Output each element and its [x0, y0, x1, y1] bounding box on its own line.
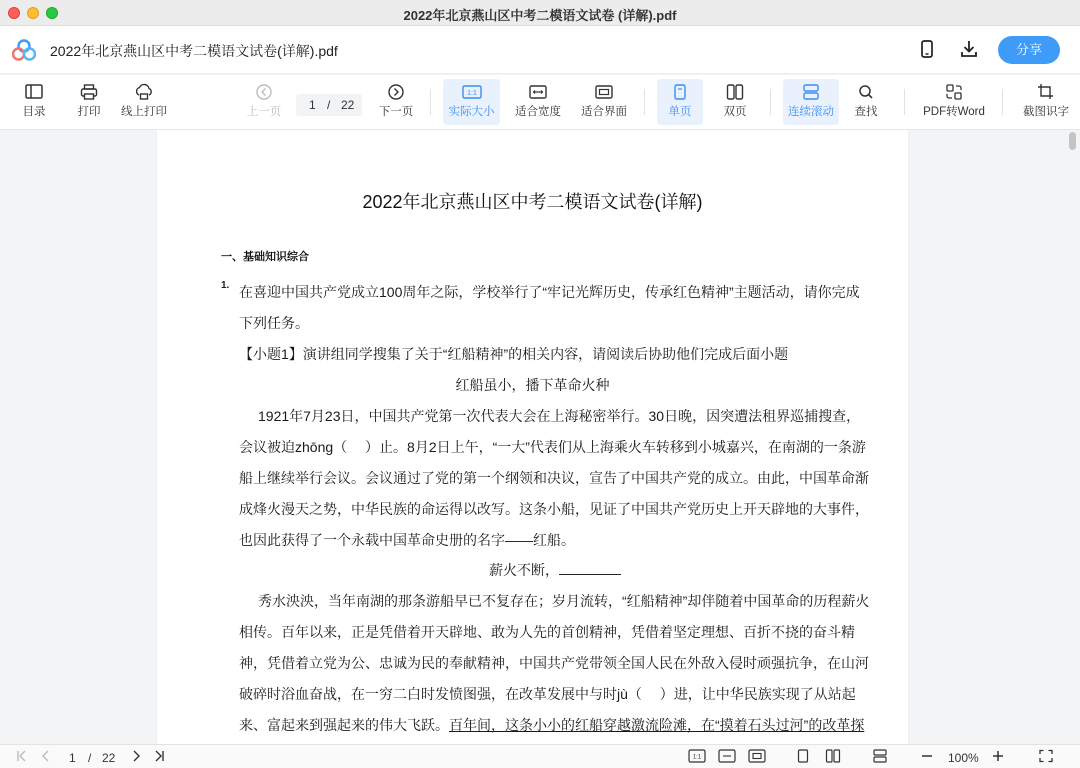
fit-page-button[interactable]	[578, 79, 630, 125]
total-pages-value: 22	[341, 98, 355, 112]
pdf-page	[157, 130, 908, 744]
paragraph-line: 会议被迫zhōng（ ）止。8月2日上午，“一大”代表们从上海乘火车转移到小城嘉兴，在南湖的一条游	[239, 439, 866, 455]
line-text: 来、富起来到强起来的伟大飞跃。	[239, 717, 449, 733]
first-page-icon[interactable]	[14, 749, 30, 763]
single-page-label: 单页	[668, 106, 692, 118]
toolbar-divider	[770, 89, 771, 115]
document-heading: 2022年北京燕山区中考二模语文试卷(详解)	[362, 192, 703, 212]
pdf-to-word-button[interactable]	[920, 79, 988, 125]
double-page-label: 双页	[723, 106, 747, 118]
subheading-text: 薪火不断，	[489, 562, 559, 578]
toc-label: 目录	[22, 106, 46, 118]
single-page-button[interactable]	[657, 79, 703, 125]
document-viewport[interactable]	[0, 130, 1080, 744]
fit-width-label: 适合宽度	[515, 106, 561, 118]
section-title: 一、基础知识综合	[221, 251, 309, 263]
fit-width-button[interactable]	[512, 79, 564, 125]
actual-size-label: 实际大小	[448, 106, 495, 118]
fit-width-small-icon[interactable]	[718, 749, 736, 763]
continuous-scroll-button[interactable]	[783, 79, 839, 125]
title-bar	[0, 0, 1080, 26]
zoom-in-icon[interactable]	[991, 749, 1005, 763]
fullscreen-icon[interactable]	[1038, 749, 1054, 763]
scrollbar-thumb[interactable]	[1069, 132, 1076, 150]
double-page-button[interactable]	[713, 79, 757, 125]
fill-blank	[559, 563, 621, 575]
paragraph-line: 成烽火漫天之势，中华民族的命运得以改写。这条小船，见证了中国共产党历史上开天辟地的大事件，	[239, 501, 869, 517]
paragraph-line: 在喜迎中国共产党成立100周年之际，学校举行了“牢记光辉历史，传承红色精神”主题活动，请你完成	[239, 284, 860, 300]
bottom-actual-size-badge: 1:1	[692, 754, 702, 761]
convert-icon	[944, 83, 964, 101]
paragraph-line: 【小题1】演讲组同学搜集了关于“红船精神”的相关内容，请阅读后协助他们完成后面小题	[239, 346, 789, 362]
find-button[interactable]	[846, 79, 886, 125]
fit-width-icon	[527, 83, 549, 101]
printer-icon	[79, 83, 99, 101]
zoom-level[interactable]: 100%	[948, 751, 979, 765]
vertical-scrollbar[interactable]	[1064, 130, 1080, 744]
pdf-to-word-label: PDF转Word	[923, 106, 985, 118]
app-logo-icon	[12, 39, 36, 61]
bottom-status-bar	[0, 744, 1080, 768]
paragraph-line: 破碎时浴血奋战，在一穷二白时发愤图强，在改革发展中与时jù（ ）进，让中华民族实现了从站起	[239, 686, 856, 702]
toolbar-divider	[644, 89, 645, 115]
bottom-current-page[interactable]: 1	[69, 751, 76, 765]
underlined-text: 百年间，这条小小的红船穿越激流险滩，在“摸着石头过河”的改革探	[449, 717, 865, 733]
actual-size-small-icon[interactable]	[688, 749, 706, 763]
paragraph-line: 也因此获得了一个永载中国革命史册的名字——红船。	[239, 532, 575, 548]
prev-page-icon[interactable]	[38, 749, 54, 763]
prev-page-label: 上一页	[246, 106, 282, 118]
toc-icon	[24, 83, 44, 101]
online-print-button[interactable]	[118, 79, 170, 125]
page-number-input[interactable]	[296, 94, 362, 116]
document-title: 2022年北京燕山区中考二模语文试卷(详解).pdf	[50, 43, 338, 59]
next-page-label: 下一页	[378, 106, 414, 118]
page-separator: /	[327, 98, 331, 112]
passage-title: 红船虽小，播下革命火种	[455, 377, 610, 393]
toolbar-divider	[1002, 89, 1003, 115]
chevron-left-circle-icon	[254, 83, 274, 101]
single-page-icon	[670, 83, 690, 101]
search-icon	[856, 83, 876, 101]
toc-button[interactable]	[14, 79, 54, 125]
subheading-with-blank	[489, 560, 621, 580]
screenshot-ocr-label: 截图识字	[1023, 106, 1069, 118]
download-icon[interactable]	[958, 38, 980, 60]
continuous-scroll-small-icon[interactable]	[872, 749, 888, 763]
fit-page-icon	[593, 83, 615, 101]
app-header	[0, 26, 1080, 74]
paragraph-line: 秀水泱泱，当年南湖的那条游船早已不复存在；岁月流转，“红船精神”却伴随着中国革命的历程薪火	[258, 593, 870, 609]
paragraph-line: 相传。百年以来，正是凭借着开天辟地、敢为人先的首创精神，凭借着坚定理想、百折不挠的奋斗精	[239, 624, 855, 640]
fit-page-small-icon[interactable]	[748, 749, 766, 763]
crop-icon	[1036, 83, 1056, 101]
toolbar	[0, 75, 1080, 130]
print-label: 打印	[77, 106, 101, 118]
double-page-small-icon[interactable]	[825, 749, 841, 763]
question-number: 1.	[221, 280, 230, 291]
bottom-page-separator: /	[88, 751, 92, 765]
paragraph-line: 神，凭借着立党为公、忠诚为民的奉献精神，中国共产党带领全国人民在外敌入侵时顽强抗争，在山河	[239, 655, 869, 671]
current-page-value: 1	[309, 98, 316, 112]
next-page-button[interactable]	[376, 79, 416, 125]
next-page-icon[interactable]	[128, 749, 144, 763]
window-title: 2022年北京燕山区中考二模语文试卷 (详解).pdf	[403, 8, 677, 23]
online-print-label: 线上打印	[121, 106, 167, 118]
find-label: 查找	[854, 106, 878, 118]
actual-size-button[interactable]	[443, 79, 500, 125]
zoom-out-icon[interactable]	[920, 749, 934, 763]
paragraph-line: 下列任务。	[239, 315, 309, 331]
last-page-icon[interactable]	[151, 749, 167, 763]
double-page-icon	[725, 83, 745, 101]
cloud-print-icon	[134, 83, 154, 101]
share-button[interactable]: 分享	[998, 36, 1060, 64]
print-button[interactable]	[69, 79, 109, 125]
continuous-scroll-icon	[801, 83, 821, 101]
paragraph-line: 1921年7月23日，中国共产党第一次代表大会在上海秘密举行。30日晚，因突遭法租界巡捕搜查，	[258, 408, 861, 424]
screenshot-ocr-button[interactable]	[1020, 79, 1072, 125]
actual-size-badge: 1:1	[466, 90, 477, 98]
single-page-small-icon[interactable]	[795, 749, 811, 763]
continuous-scroll-label: 连续滚动	[788, 106, 834, 118]
toolbar-divider	[430, 89, 431, 115]
fit-page-label: 适合界面	[581, 106, 627, 118]
actual-size-icon	[461, 83, 483, 101]
paragraph-line	[239, 715, 864, 735]
bottom-total-pages: 22	[102, 751, 116, 765]
chevron-right-circle-icon	[386, 83, 406, 101]
paragraph-line: 船上继续举行会议。会议通过了党的第一个纲领和决议，宣告了中国共产党的成立。由此，中国革命渐	[239, 470, 869, 486]
mobile-icon[interactable]	[916, 38, 938, 60]
prev-page-button[interactable]	[244, 79, 284, 125]
toolbar-divider	[904, 89, 905, 115]
